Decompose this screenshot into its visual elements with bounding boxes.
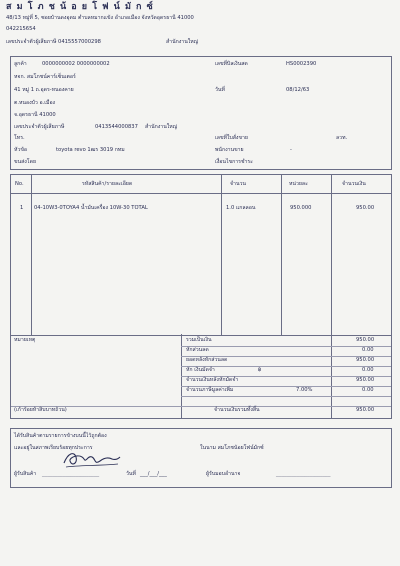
after-discount-label: ยอดหลังหักส่วนลด: [186, 357, 228, 363]
company-address: 48/13 หมู่ที่ 5, ซอยบ้านดงอุดม ตำบลหมากแข้ง อำเภอเมือง จังหวัดอุดรธานี 41000: [6, 15, 194, 21]
customer-tax-label: เลขประจำตัวผู้เสียภาษี: [14, 124, 65, 130]
discount-label: หักส่วนลด: [186, 347, 209, 353]
doc-number: HS0002390: [286, 61, 317, 67]
summary-row-line: [181, 396, 391, 397]
doc-number-label: เลขที่บิลเงินสด: [215, 61, 248, 67]
authorized-label: ผู้รับมอบอำนาจ: [206, 471, 241, 477]
receiver-label: ผู้รับสินค้า: [14, 471, 37, 477]
ship-by-label: ขนส่งโดย: [14, 159, 36, 165]
vat-label: จำนวนภาษีมูลค่าเพิ่ม: [186, 387, 234, 393]
receiver-signature: [60, 447, 122, 471]
company-branch: สำนักงานใหญ่: [166, 39, 199, 45]
salesperson: -: [290, 147, 292, 153]
column-divider: [281, 175, 282, 335]
vat-value: 0.00: [362, 387, 374, 393]
row-amount: 950.00: [356, 205, 375, 211]
receive-date-label: วันที่: [126, 471, 136, 477]
after-discount-value: 950.00: [356, 357, 375, 363]
after-deposit-value: 950.00: [356, 377, 375, 383]
customer-code-label: ลูกค้า: [14, 61, 27, 67]
company-name: ส ม โ ภ ช น้ อ ย โ ฟ น์ มั ก ซ์: [6, 2, 154, 12]
customer-note-label: หัวข้อ: [14, 147, 27, 153]
receipt-note-line1: ได้รับสินค้าตามรายการข้างบนนี้ไว้ถูกต้อง: [14, 433, 107, 439]
grand-total-label: จำนวนเงินรวมทั้งสิ้น: [214, 407, 260, 413]
col-header-qty: จำนวน: [230, 181, 246, 187]
row-price: 950.000: [290, 205, 312, 211]
ref-extra-label: ลวท.: [336, 135, 348, 141]
column-divider: [221, 175, 222, 335]
grand-total-value: 950.00: [356, 407, 375, 413]
receive-date-blank: ___/___/___: [140, 471, 167, 477]
customer-address-line2: ต.หนองบัว อ.เมือง: [14, 100, 56, 106]
remark-label: หมายเหตุ: [14, 337, 36, 343]
items-table: [10, 174, 392, 336]
row-desc: 04-10W3-0TOYA4 น้ำมันเครื่อง 10W-30 TOTAL: [34, 205, 148, 211]
customer-tax-id: 0413544000837: [95, 124, 138, 130]
doc-date-label: วันที่: [215, 87, 225, 93]
deposit-unit: ฿: [258, 367, 262, 373]
customer-address-line3: จ.อุดรธานี 41000: [14, 112, 56, 118]
on-behalf-text: ในนาม สมโภชน้อยโฟน์มักซ์: [200, 445, 264, 451]
customer-tax-branch: สำนักงานใหญ่: [145, 124, 178, 130]
salesperson-label: พนักงานขาย: [215, 147, 244, 153]
after-deposit-label: จำนวนเงินหลังหักมัดจำ: [186, 377, 239, 383]
customer-note: toyota revo 1ฒร 3019 กทม: [56, 147, 125, 153]
receiver-sign-line: ______________________: [42, 471, 100, 477]
summary-row-line: [181, 346, 391, 347]
company-tax-id: เลขประจำตัวผู้เสียภาษี 0415557000298: [6, 39, 101, 45]
vat-rate: 7.00%: [296, 387, 313, 393]
doc-date: 08/12/63: [286, 87, 310, 93]
receipt-note-line2: และอยู่ในสภาพเรียบร้อยทุกประการ: [14, 445, 93, 451]
row-no: 1: [20, 205, 24, 211]
deposit-label: หัก เงินมัดจำ: [186, 367, 215, 373]
customer-name: หจก. สมโภชน์คาร์เซ็นเตอร์: [14, 74, 76, 80]
summary-row-line: [11, 406, 391, 407]
column-divider: [331, 175, 332, 335]
customer-code: 0000000002 0000000002: [42, 61, 110, 67]
col-header-amount: จำนวนเงิน: [342, 181, 366, 187]
payment-terms-label: เงื่อนไขการชำระ: [215, 159, 253, 165]
authorized-sign-line: _____________________: [276, 471, 331, 477]
company-phone: 042215654: [6, 26, 36, 32]
sales-order-label: เลขที่ใบสั่งขาย: [215, 135, 248, 141]
customer-phone-label: โทร.: [14, 135, 25, 141]
total-value: 950.00: [356, 337, 375, 343]
total-label: รวมเป็นเงิน: [186, 337, 212, 343]
col-header-price: หน่วยละ: [289, 181, 308, 187]
row-qty: 1.0 แกลลอน: [226, 205, 256, 211]
discount-value: 0.00: [362, 347, 374, 353]
table-header-divider: [11, 193, 391, 194]
col-header-no: No.: [15, 181, 24, 187]
customer-address-line1: 41 หมู่ 1 ถ.อุดร-หนองคาย: [14, 87, 74, 93]
deposit-value: 0.00: [362, 367, 374, 373]
amount-in-words: (เก้าร้อยห้าสิบบาทถ้วน): [14, 407, 67, 413]
col-header-desc: รหัสสินค้า/รายละเอียด: [82, 181, 133, 187]
column-divider: [31, 175, 32, 335]
